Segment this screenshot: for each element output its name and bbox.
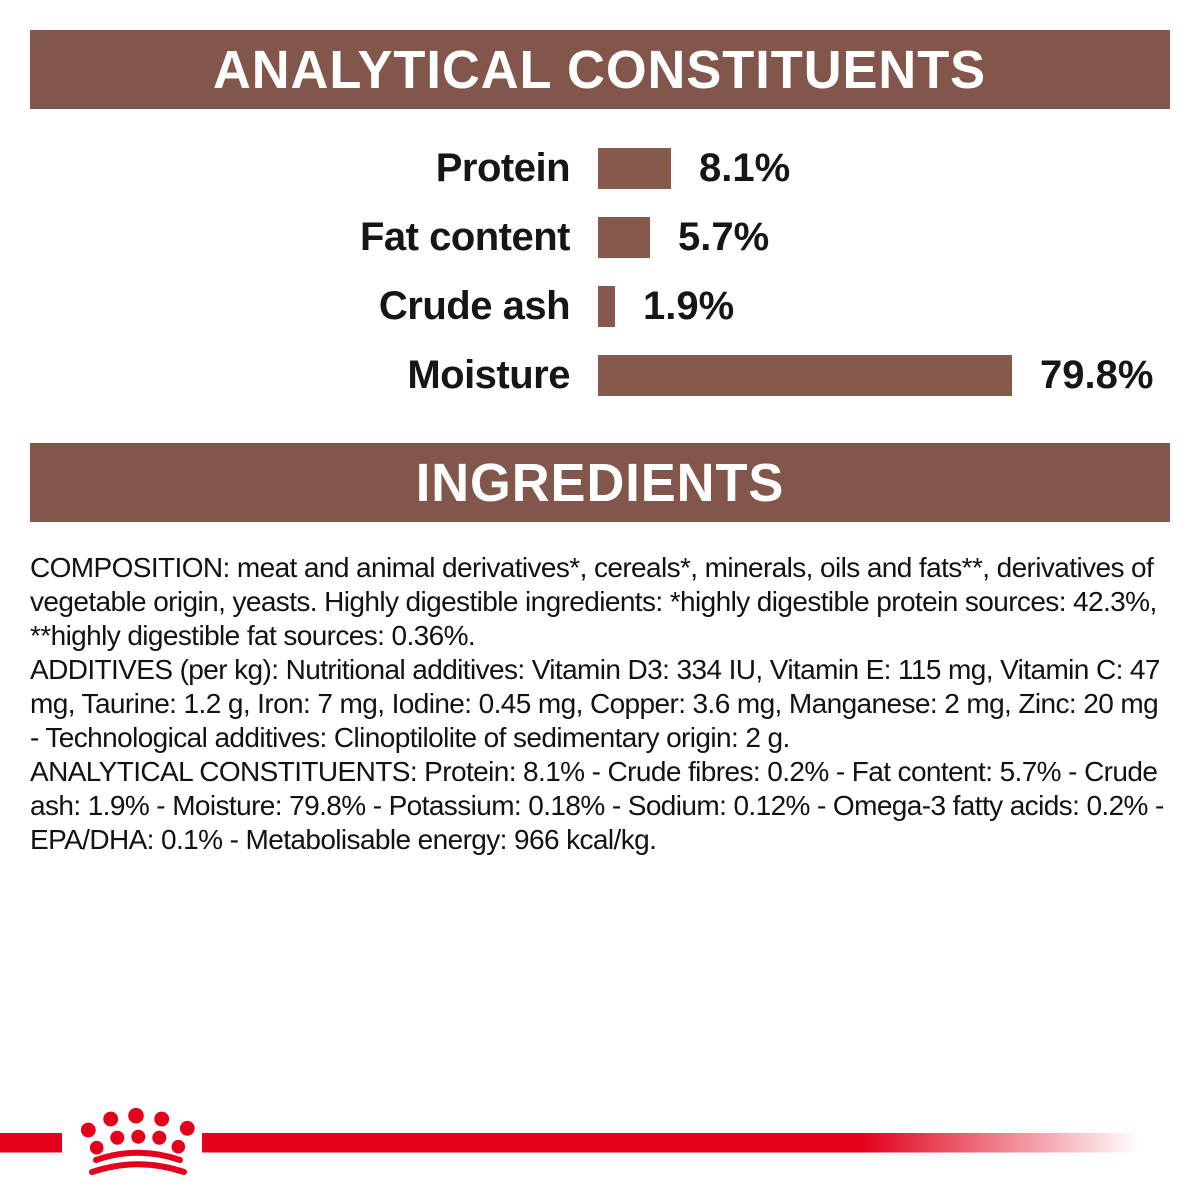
analytical-constituents-paragraph: ANALYTICAL CONSTITUENTS: Protein: 8.1% - Crude fibres: 0.2% - Fat content: 5.7% - Crude ash: 1.9% - Moisture: 79.8% - Potassium: 0.18% - Sodium: 0.12% - Omega-3 fatty acids: 0.2% - EPA/DHA: 0.1% - Metabolisable energy: 966 kcal/kg. bbox=[30, 756, 1164, 855]
bar-value: 1.9% bbox=[643, 284, 735, 328]
chart-row bbox=[0, 203, 1200, 272]
bar bbox=[598, 286, 615, 327]
ingredients-header bbox=[30, 443, 1170, 522]
crown-arcs bbox=[92, 1153, 184, 1172]
bar-label: Crude ash bbox=[378, 284, 570, 328]
bar bbox=[598, 217, 650, 258]
crown-dots bbox=[81, 1108, 195, 1155]
red-line-left bbox=[0, 1133, 62, 1153]
ingredients-text-block bbox=[30, 551, 1172, 857]
chart-row bbox=[0, 134, 1200, 203]
bar-label: Moisture bbox=[407, 353, 570, 397]
bar-value: 8.1% bbox=[699, 146, 791, 190]
bar-value: 79.8% bbox=[1040, 353, 1154, 397]
additives-paragraph: ADDITIVES (per kg): Nutritional additives: Vitamin D3: 334 IU, Vitamin E: 115 mg, Vitamin C: 47 mg, Taurine: 1.2 g, Iron: 7 mg, Iodine: 0.45 mg, Copper: 3.6 mg, Manganese: 2 mg, Zinc: 20 mg - Technological additives: Clinoptilolite of sedimentary origin: 2 g. bbox=[30, 654, 1160, 753]
ingredients-title: INGREDIENTS bbox=[415, 452, 785, 513]
bar bbox=[598, 355, 1012, 396]
bar-label: Fat content bbox=[359, 215, 570, 259]
chart-row bbox=[0, 272, 1200, 341]
bar-label: Protein bbox=[435, 146, 570, 190]
red-line-right bbox=[202, 1133, 1200, 1153]
bar-value: 5.7% bbox=[678, 215, 770, 259]
chart-row bbox=[0, 341, 1200, 410]
analytical-constituents-header bbox=[30, 30, 1170, 109]
composition-paragraph: COMPOSITION: meat and animal derivatives*, cereals*, minerals, oils and fats**, derivatives of vegetable origin, yeasts. Highly digestible ingredients: *highly digestible protein sources: 42.3%, **highly digestible fat sources: 0.36%. bbox=[30, 552, 1157, 651]
bar bbox=[598, 148, 671, 189]
brand-footer bbox=[0, 1085, 1200, 1197]
royal-canin-crown-logo bbox=[0, 1085, 1200, 1197]
analytical-chart bbox=[0, 134, 1200, 410]
analytical-constituents-title: ANALYTICAL CONSTITUENTS bbox=[213, 39, 987, 100]
